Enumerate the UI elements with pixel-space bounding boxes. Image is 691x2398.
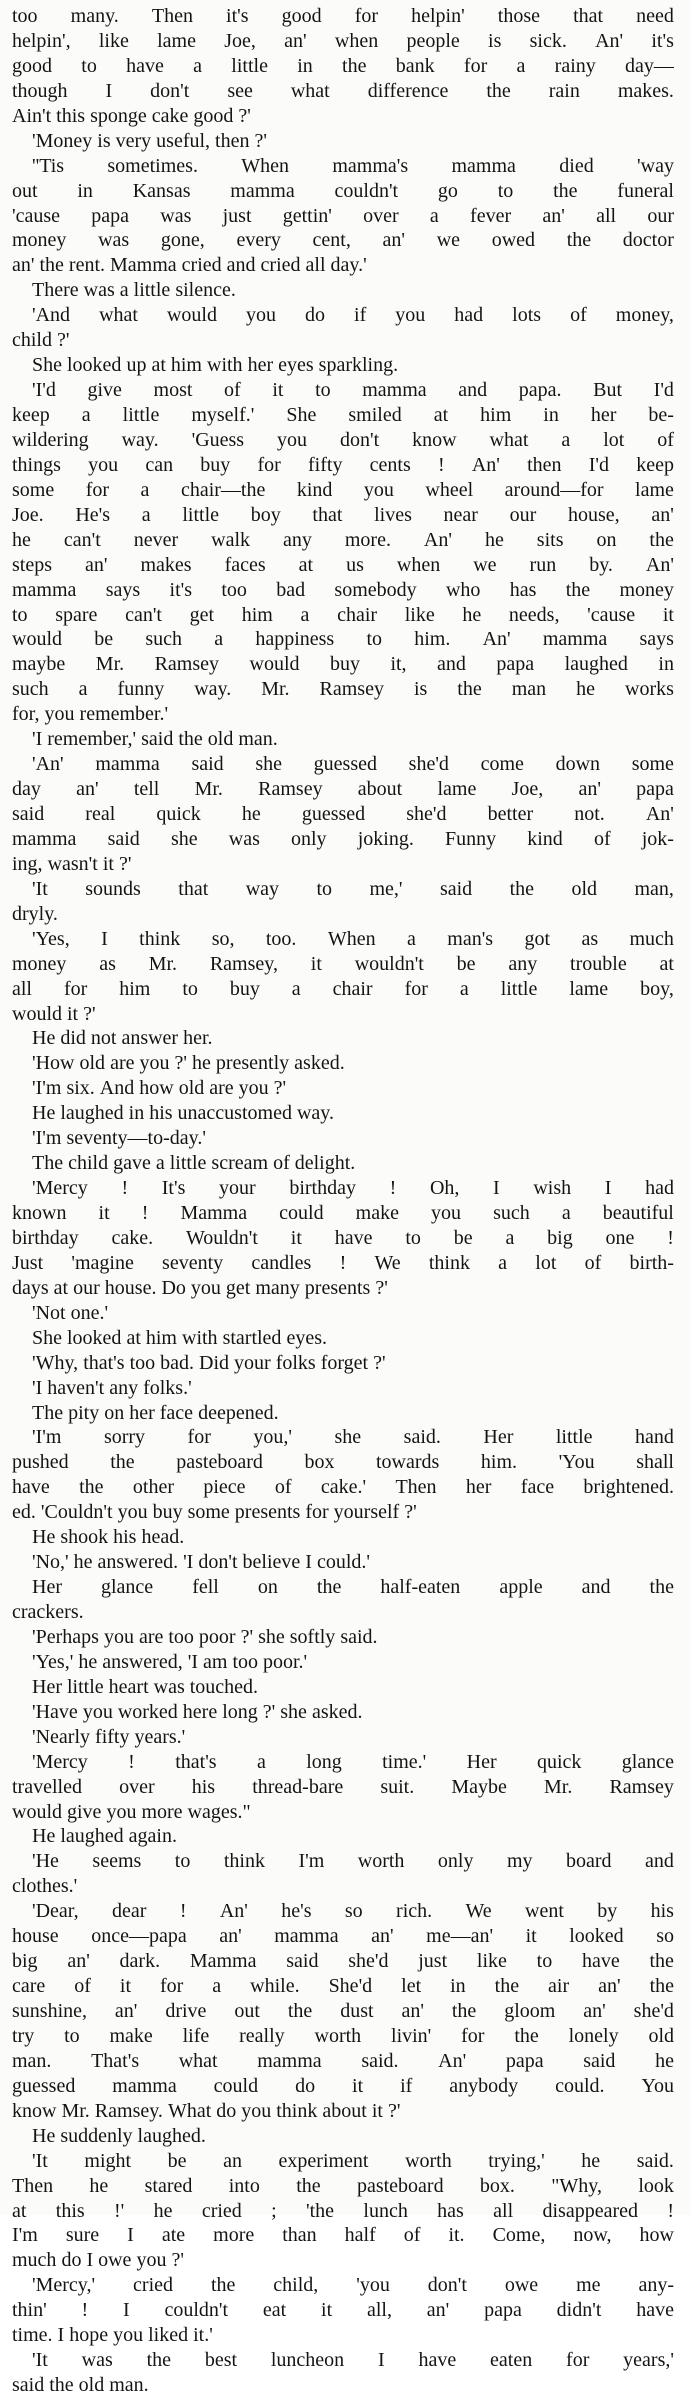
text-line: travelled over his thread-bare suit. Maybe Mr. Ramsey xyxy=(12,1775,674,1798)
text-line: helpin', like lame Joe, an' when people is sick. An' it's xyxy=(12,29,674,52)
text-line: would it ?' xyxy=(12,1002,96,1025)
text-line: 'I'm seventy—to-day.' xyxy=(32,1127,206,1150)
text-line: 'I'd give most of it to mamma and papa. But I'd xyxy=(32,379,674,402)
text-line: mamma says it's too bad somebody who has the money xyxy=(12,578,674,601)
text-line: big an' dark. Mamma said she'd just like to have the xyxy=(12,1950,674,1973)
text-line: 'How old are you ?' he presently asked. xyxy=(32,1052,345,1075)
text-line: much do I owe you ?' xyxy=(12,2249,184,2272)
text-line: 'I haven't any folks.' xyxy=(32,1376,192,1399)
text-line: have the other piece of cake.' Then her face brightened. xyxy=(12,1476,674,1499)
text-line: 'It sounds that way to me,' said the old man, xyxy=(32,877,674,900)
text-line: 'I'm sorry for you,' she said. Her little hand xyxy=(32,1426,674,1449)
text-line: Her glance fell on the half-eaten apple and the xyxy=(32,1576,674,1599)
text-line: pushed the pasteboard box towards him. 'You shall xyxy=(12,1451,674,1474)
text-line: He laughed again. xyxy=(32,1825,177,1848)
text-line: He shook his head. xyxy=(32,1526,185,1549)
text-line: all for him to buy a chair for a little lame boy, xyxy=(12,977,674,1000)
text-line: man. That's what mamma said. An' papa said he xyxy=(12,2049,674,2072)
text-line: 'He seems to think I'm worth only my board and xyxy=(32,1850,674,1873)
text-line: mamma said she was only joking. Funny kind of jok- xyxy=(12,827,674,850)
text-line: would be such a happiness to him. An' mamma says xyxy=(12,628,674,651)
text-line: maybe Mr. Ramsey would buy it, and papa laughed in xyxy=(12,653,674,676)
text-line: some for a chair—the kind you wheel around—for lame xyxy=(12,478,674,501)
text-line: care of it for a while. She'd let in the air an' the xyxy=(12,1975,674,1998)
text-line: 'Mercy ! It's your birthday ! Oh, I wish I had xyxy=(32,1177,674,1200)
text-line: thin' ! I couldn't eat it all, an' papa didn't have xyxy=(12,2299,674,2322)
text-line: such a funny way. Mr. Ramsey is the man he works xyxy=(12,678,674,701)
text-line: 'I'm six. And how old are you ?' xyxy=(32,1077,287,1100)
text-line: 'No,' he answered. 'I don't believe I could.' xyxy=(32,1551,370,1574)
text-line: He laughed in his unaccustomed way. xyxy=(32,1102,334,1125)
text-line: 'cause papa was just gettin' over a fever an' all our xyxy=(12,204,674,227)
text-line: He suddenly laughed. xyxy=(32,2124,206,2147)
text-line: There was a little silence. xyxy=(32,279,236,302)
story-column xyxy=(12,4,674,2398)
text-line: steps an' makes faces at us when we run by. An' xyxy=(12,553,674,576)
text-line: to spare can't get him a chair like he needs, 'cause it xyxy=(12,603,674,626)
text-line: The child gave a little scream of delight. xyxy=(32,1152,356,1175)
text-line: 'And what would you do if you had lots of money, xyxy=(32,304,674,327)
text-line: I'm sure I ate more than half of it. Come, now, how xyxy=(12,2224,674,2247)
text-line: guessed mamma could do it if anybody could. You xyxy=(12,2074,674,2097)
text-line: keep a little myself.' She smiled at him in her be- xyxy=(12,404,674,426)
text-line: at this !' he cried ; 'the lunch has all disappeared ! xyxy=(12,2199,674,2222)
text-line: 'Yes, I think so, too. When a man's got as much xyxy=(32,927,674,950)
text-line: 'Nearly fifty years.' xyxy=(32,1725,186,1748)
text-line: too many. Then it's good for helpin' those that need xyxy=(12,5,674,27)
text-line: good to have a little in the bank for a rainy day— xyxy=(12,54,674,77)
text-line: birthday cake. Wouldn't it have to be a big one ! xyxy=(12,1226,674,1249)
text-line: 'It might be an experiment worth trying,' he said. xyxy=(32,2149,674,2172)
text-line: 'Dear, dear ! An' he's so rich. We went by his xyxy=(32,1900,674,1923)
text-line: try to make life really worth livin' for the lonely old xyxy=(12,2024,674,2047)
text-line: Then he stared into the pasteboard box. "Why, look xyxy=(12,2174,674,2197)
text-line: She looked up at him with her eyes sparkling. xyxy=(32,354,399,377)
text-line: out in Kansas mamma couldn't go to the funeral xyxy=(12,179,674,202)
text-line: would give you more wages." xyxy=(12,1800,251,1823)
text-line: Joe. He's a little boy that lives near our house, an' xyxy=(12,503,674,526)
text-line: She looked at him with startled eyes. xyxy=(32,1326,327,1349)
text-line: 'An' mamma said she guessed she'd come down some xyxy=(32,753,674,776)
text-line: ''Tis sometimes. When mamma's mamma died 'way xyxy=(32,154,674,177)
text-line: 'Not one.' xyxy=(32,1301,109,1324)
text-line: 'Perhaps you are too poor ?' she softly said. xyxy=(32,1625,378,1648)
text-line: 'Why, that's too bad. Did your folks forget ?' xyxy=(32,1351,386,1374)
text-line: The pity on her face deepened. xyxy=(32,1401,279,1424)
text-line: 'Mercy,' cried the child, 'you don't owe me any- xyxy=(32,2274,674,2297)
text-line: days at our house. Do you get many presents ?' xyxy=(12,1276,388,1299)
text-line: dryly. xyxy=(12,902,58,925)
text-line: ed. 'Couldn't you buy some presents for yourself ?' xyxy=(12,1501,417,1524)
text-line: ing, wasn't it ?' xyxy=(12,852,132,875)
text-line: wildering way. 'Guess you don't know what a lot of xyxy=(12,428,674,451)
text-line: 'Yes,' he answered, 'I am too poor.' xyxy=(32,1650,308,1673)
text-line: Just 'magine seventy candles ! We think a lot of birth- xyxy=(12,1251,674,1274)
text-line: things you can buy for fifty cents ! An' then I'd keep xyxy=(12,453,674,476)
text-line: time. I hope you liked it.' xyxy=(12,2324,213,2347)
text-line: money was gone, every cent, an' we owed the doctor xyxy=(12,229,674,252)
text-line: 'I remember,' said the old man. xyxy=(32,728,278,751)
text-line: he can't never walk any more. An' he sits on the xyxy=(12,528,674,551)
text-line: know Mr. Ramsey. What do you think about it ?' xyxy=(12,2099,401,2122)
text-line: said real quick he guessed she'd better not. An' xyxy=(12,803,674,825)
text-line: clothes.' xyxy=(12,1875,78,1898)
text-line: Her little heart was touched. xyxy=(32,1675,259,1698)
text-line: said the old man. xyxy=(12,2374,149,2397)
text-line: money as Mr. Ramsey, it wouldn't be any trouble at xyxy=(12,952,674,975)
text-line: 'Money is very useful, then ?' xyxy=(32,129,267,152)
text-line: known it ! Mamma could make you such a beautiful xyxy=(12,1202,674,1224)
text-line: He did not answer her. xyxy=(32,1027,213,1050)
text-line: though I don't see what difference the rain makes. xyxy=(12,79,674,102)
text-line: sunshine, an' drive out the dust an' the gloom an' she'd xyxy=(12,2000,674,2022)
text-line: child ?' xyxy=(12,329,70,352)
text-line: 'Mercy ! that's a long time.' Her quick glance xyxy=(32,1750,674,1773)
text-line: an' the rent. Mamma cried and cried all day.' xyxy=(12,254,367,277)
text-line: crackers. xyxy=(12,1601,84,1623)
text-line: Ain't this sponge cake good ?' xyxy=(12,104,251,127)
text-line: house once—papa an' mamma an' me—an' it looked so xyxy=(12,1925,674,1948)
text-line: day an' tell Mr. Ramsey about lame Joe, an' papa xyxy=(12,778,674,801)
text-line: 'It was the best luncheon I have eaten for years,' xyxy=(32,2349,674,2372)
text-line: for, you remember.' xyxy=(12,703,169,726)
text-line: 'Have you worked here long ?' she asked. xyxy=(32,1700,363,1723)
